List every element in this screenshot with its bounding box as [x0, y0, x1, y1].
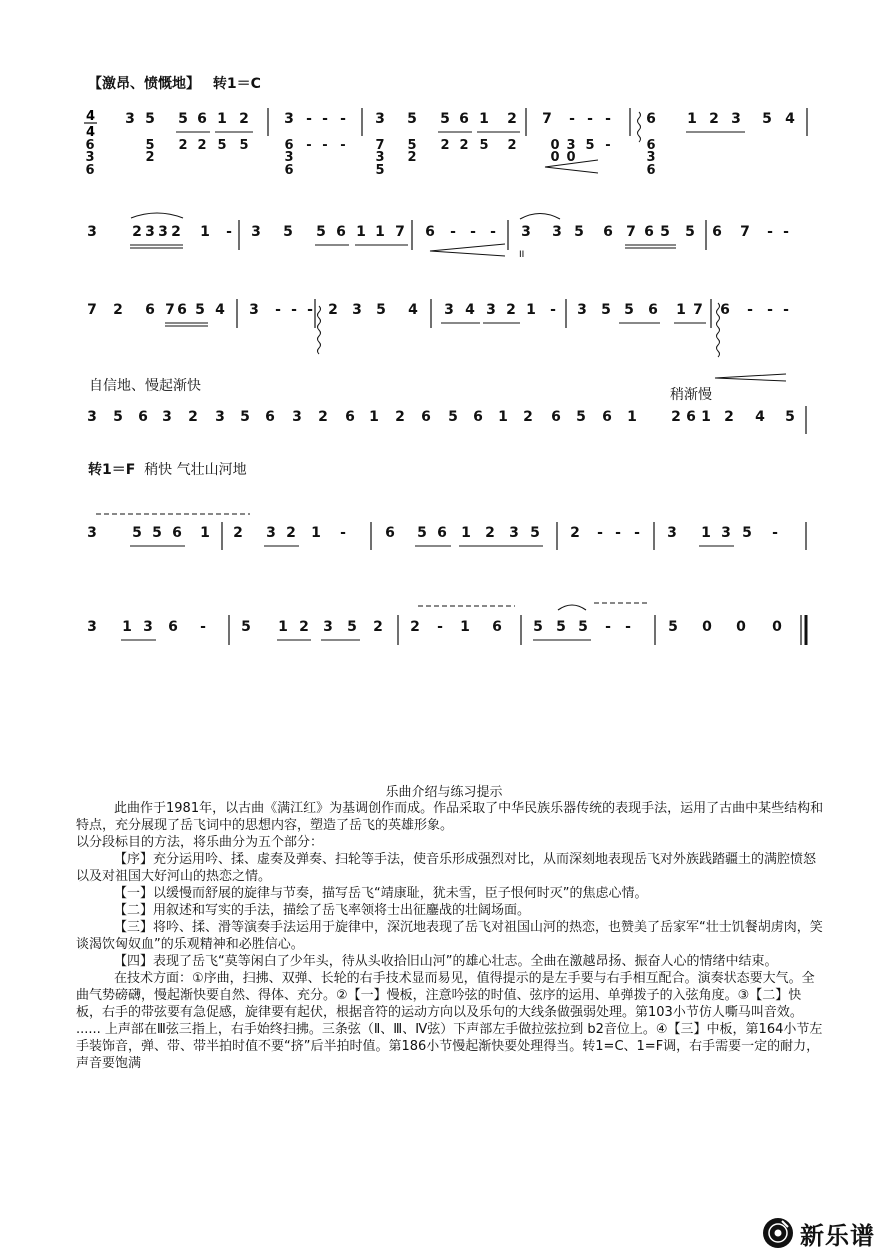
lower-note: 5 — [585, 138, 595, 153]
lower-note: - — [306, 138, 312, 153]
note: 5 — [685, 224, 695, 240]
note: 1 — [526, 302, 536, 318]
intro-paragraph: 【二】用叙述和写实的手法，描绘了岳飞率领将士出征鏖战的壮阔场面。 — [114, 903, 531, 918]
note-dash: - — [615, 525, 621, 541]
note: 0 — [702, 619, 712, 635]
note: 1 — [278, 619, 288, 635]
note: 6 — [145, 302, 155, 318]
note: 1 — [200, 224, 210, 240]
lower-note: 6 — [646, 138, 656, 153]
note: 6 — [720, 302, 730, 318]
lower-note: - — [322, 138, 328, 153]
note: 3 — [444, 302, 454, 318]
note-dash: - — [605, 111, 611, 127]
note: 6 — [551, 409, 561, 425]
note-dash: - — [783, 302, 789, 318]
note: 2 — [570, 525, 580, 541]
note: 5 — [533, 619, 543, 635]
note: 5 — [785, 409, 795, 425]
note: 6 — [265, 409, 275, 425]
note: 5 — [376, 302, 386, 318]
note: 5 — [601, 302, 611, 318]
note: 5 — [283, 224, 293, 240]
note-dash: - — [767, 224, 773, 240]
note: 2 — [286, 525, 296, 541]
note: 3 — [143, 619, 153, 635]
lower-note: 5 — [145, 138, 155, 153]
note-dash: - — [597, 525, 603, 541]
note: 5 — [152, 525, 162, 541]
note-dash: - — [772, 525, 778, 541]
note: 2 — [709, 111, 719, 127]
lower-note: 0 — [550, 138, 560, 153]
note: 2 — [239, 111, 249, 127]
note: 6 — [177, 302, 187, 318]
intro-paragraph: 以分段标目的方法，将乐曲分为五个部分： — [76, 835, 324, 850]
note: 5 — [576, 409, 586, 425]
note: 3 — [509, 525, 519, 541]
note-dash: - — [587, 111, 593, 127]
note: 6 — [345, 409, 355, 425]
note-dash: - — [634, 525, 640, 541]
intro-paragraph: 【一】以缓慢而舒展的旋律与节奏，描写岳飞“靖康耻，犹未雪，臣子恨何时灭”的焦虑心情。 — [114, 886, 648, 901]
note: 5 — [316, 224, 326, 240]
note: 4 — [215, 302, 225, 318]
note: 5 — [448, 409, 458, 425]
note: 3 — [323, 619, 333, 635]
note: 1 — [479, 111, 489, 127]
intro-paragraph: 在技术方面：①序曲，扫拂、双弹、长轮的右手技术显而易见，值得提示的是左手要与右手相互配合。演奏状态要大气。全曲气势磅礴，慢起渐快要自然、得体、充分。②【一】慢板，注意吟弦的时值、弦序的运用、单弹拨子的入弦角度。③【二】快板，右手的带弦要有急促感，旋律要有起伏，根据音符的运动方向以及乐句的大线条做强弱处理。第103小节仿人嘶马叫音效。 — [76, 971, 815, 1020]
lower-note: 5 — [217, 138, 227, 153]
note-dash: - — [437, 619, 443, 635]
note-dash: - — [783, 224, 789, 240]
note: 1 — [687, 111, 697, 127]
note: 6 — [172, 525, 182, 541]
lower-note: 2 — [145, 150, 155, 165]
note: 2 — [724, 409, 734, 425]
intro-paragraph: 【序】充分运用吟、揉、虚奏及弹奏、扫轮等手法，使音乐形成强烈对比，从而深刻地表现岳飞对外族践踏疆土的满腔愤怒以及对祖国大好河山的热恋之情。 — [76, 852, 817, 884]
note: 5 — [574, 224, 584, 240]
time-signature-bottom: 4 — [86, 125, 96, 140]
note: 6 — [712, 224, 722, 240]
lower-note: - — [605, 138, 611, 153]
note-dash: - — [307, 302, 313, 318]
note: 6 — [336, 224, 346, 240]
note: 2 — [328, 302, 338, 318]
note: 3 — [162, 409, 172, 425]
note: 6 — [644, 224, 654, 240]
barlines-row-6 — [229, 615, 806, 645]
lower-note: 6 — [646, 163, 656, 178]
note-dash: - — [322, 111, 328, 127]
note: 5 — [240, 409, 250, 425]
note: 6 — [686, 409, 696, 425]
hairpins — [430, 160, 786, 381]
note: 7 — [87, 302, 97, 318]
lower-note: 6 — [284, 163, 294, 178]
note: 3 — [521, 224, 531, 240]
note: 6 — [648, 302, 658, 318]
lower-note: 2 — [407, 150, 417, 165]
note: 1 — [369, 409, 379, 425]
note: 3 — [552, 224, 562, 240]
note: 1 — [676, 302, 686, 318]
note: 4 — [465, 302, 475, 318]
note: 2 — [485, 525, 495, 541]
note: 3 — [87, 224, 97, 240]
note: 6 — [437, 525, 447, 541]
note: 1 — [498, 409, 508, 425]
note: 1 — [701, 409, 711, 425]
lower-note: 0 — [566, 150, 576, 165]
note: 6 — [385, 525, 395, 541]
note: 6 — [421, 409, 431, 425]
note: 5 — [195, 302, 205, 318]
intro-paragraph: ...... 上声部在Ⅲ弦三指上，右手始终扫拂。三条弦（Ⅱ、Ⅲ、Ⅳ弦）下声部左手做拉弦拉到 b2音位上。④【三】中板，第164小节左手装饰音，弹、带、带半拍时值不要“挤”后半拍时值。第186小节慢起渐快要处理得当。转1=C、1=F调，右手需要一定的耐力，声音要饱满 — [76, 1022, 823, 1071]
note: 5 — [530, 525, 540, 541]
note: 5 — [145, 111, 155, 127]
note: 3 — [486, 302, 496, 318]
note: 5 — [578, 619, 588, 635]
lower-note: 5 — [407, 138, 417, 153]
note: 2 — [410, 619, 420, 635]
note: 5 — [742, 525, 752, 541]
lower-note: 6 — [85, 163, 95, 178]
lower-voice-layer — [85, 138, 655, 178]
note: 6 — [425, 224, 435, 240]
roman-numeral-ii: II — [519, 250, 525, 260]
note: 2 — [299, 619, 309, 635]
note: 7 — [693, 302, 703, 318]
lower-note: 3 — [284, 150, 294, 165]
note: 7 — [740, 224, 750, 240]
note-dash: - — [340, 525, 346, 541]
lower-note: 3 — [566, 138, 576, 153]
lower-note: 2 — [197, 138, 207, 153]
lower-note: - — [340, 138, 346, 153]
note: 2 — [506, 302, 516, 318]
lower-note: 6 — [284, 138, 294, 153]
note: 5 — [440, 111, 450, 127]
note: 2 — [395, 409, 405, 425]
note: 4 — [408, 302, 418, 318]
note: 4 — [755, 409, 765, 425]
note: 1 — [701, 525, 711, 541]
note-dash: - — [306, 111, 312, 127]
note: 3 — [292, 409, 302, 425]
lower-note: 2 — [507, 138, 517, 153]
note: 6 — [603, 224, 613, 240]
lower-note: 2 — [440, 138, 450, 153]
note: 2 — [671, 409, 681, 425]
lower-note: 5 — [479, 138, 489, 153]
note: 3 — [577, 302, 587, 318]
note: 2 — [373, 619, 383, 635]
note: 3 — [284, 111, 294, 127]
intro-paragraph: 【四】表现了岳飞“莫等闲白了少年头，待从头收拾旧山河”的雄心壮志。全曲在激越昂扬、振奋人心的情绪中结束。 — [114, 954, 778, 969]
note-dash: - — [226, 224, 232, 240]
logo-text: 新乐谱 — [800, 1221, 875, 1250]
note: 5 — [762, 111, 772, 127]
note: 1 — [356, 224, 366, 240]
intro-title: 乐曲介绍与练习提示 — [385, 785, 503, 800]
note: 0 — [736, 619, 746, 635]
note: 1 — [200, 525, 210, 541]
lower-note: 0 — [550, 150, 560, 165]
slurs — [131, 213, 586, 610]
note-dash: - — [200, 619, 206, 635]
note: 3 — [87, 409, 97, 425]
note: 3 — [251, 224, 261, 240]
note: 1 — [460, 619, 470, 635]
note: 5 — [178, 111, 188, 127]
note-dash: - — [550, 302, 556, 318]
note: 5 — [132, 525, 142, 541]
note: 2 — [318, 409, 328, 425]
note: 1 — [461, 525, 471, 541]
section2-marking: 自信地、慢起渐快 — [89, 378, 201, 394]
note: 6 — [168, 619, 178, 635]
lower-note: 3 — [646, 150, 656, 165]
note-layer — [87, 111, 795, 635]
tempo-marking: 稍渐慢 — [670, 387, 712, 403]
lower-note: 2 — [459, 138, 469, 153]
note: 6 — [138, 409, 148, 425]
note: 5 — [668, 619, 678, 635]
note: 1 — [122, 619, 132, 635]
note-dash: - — [767, 302, 773, 318]
note: 3 — [87, 525, 97, 541]
note-dash: - — [490, 224, 496, 240]
note: 6 — [197, 111, 207, 127]
note: 3 — [352, 302, 362, 318]
lower-note: 6 — [85, 138, 95, 153]
note: 3 — [87, 619, 97, 635]
note: 6 — [602, 409, 612, 425]
note: 7 — [542, 111, 552, 127]
note-dash: - — [291, 302, 297, 318]
note: 2 — [233, 525, 243, 541]
disc-icon — [762, 1217, 794, 1249]
note: 2 — [507, 111, 517, 127]
note: 2 — [171, 224, 181, 240]
note: 4 — [785, 111, 795, 127]
note: 3 — [731, 111, 741, 127]
note: 5 — [556, 619, 566, 635]
lower-note: 3 — [375, 150, 385, 165]
key-change-2: 转1＝F 稍快 气壮山河地 — [88, 462, 247, 478]
note-dash: - — [569, 111, 575, 127]
note: 2 — [113, 302, 123, 318]
lower-note: 7 — [375, 138, 385, 153]
note-dash: - — [275, 302, 281, 318]
note: 3 — [721, 525, 731, 541]
note-dash: - — [747, 302, 753, 318]
note: 5 — [624, 302, 634, 318]
site-logo[interactable] — [762, 1214, 882, 1252]
note: 3 — [667, 525, 677, 541]
note: 0 — [772, 619, 782, 635]
beams — [121, 132, 745, 640]
intro-body — [76, 800, 826, 1072]
lower-note: 5 — [239, 138, 249, 153]
note: 2 — [132, 224, 142, 240]
note: 5 — [113, 409, 123, 425]
time-signature-top: 4 — [86, 109, 96, 124]
note-dash: - — [340, 111, 346, 127]
lower-note: 3 — [85, 150, 95, 165]
section1-marking: 【激昂、愤慨地】 转1＝C — [88, 76, 261, 92]
note: 6 — [646, 111, 656, 127]
note: 3 — [249, 302, 259, 318]
note: 3 — [125, 111, 135, 127]
note: 5 — [241, 619, 251, 635]
note: 5 — [660, 224, 670, 240]
note: 1 — [375, 224, 385, 240]
note: 1 — [217, 111, 227, 127]
note: 5 — [347, 619, 357, 635]
note: 3 — [158, 224, 168, 240]
note: 5 — [407, 111, 417, 127]
note: 3 — [215, 409, 225, 425]
note: 2 — [188, 409, 198, 425]
note: 6 — [492, 619, 502, 635]
note: 3 — [266, 525, 276, 541]
note-dash: - — [625, 619, 631, 635]
lower-note: 5 — [375, 163, 385, 178]
note: 7 — [395, 224, 405, 240]
note: 7 — [626, 224, 636, 240]
note-dash: - — [470, 224, 476, 240]
note: 3 — [145, 224, 155, 240]
section3-marking: 稍快 气壮山河地 — [144, 462, 247, 478]
note: 6 — [459, 111, 469, 127]
lower-note: 2 — [178, 138, 188, 153]
note: 6 — [473, 409, 483, 425]
intro-paragraph: 【三】将吟、揉、滑等演奏手法运用于旋律中，深沉地表现了岳飞对祖国山河的热恋，也赞美了岳家军“壮士饥餐胡虏肉，笑谈渴饮匈奴血”的乐观精神和必胜信心。 — [76, 920, 823, 952]
key-change-1: 转1＝C — [212, 76, 261, 92]
note: 1 — [627, 409, 637, 425]
intro-paragraph: 此曲作于1981年，以古曲《满江红》为基调创作而成。作品采取了中华民族乐器传统的表现手法，运用了古曲中某些结构和特点，充分展现了岳飞词中的思想内容，塑造了岳飞的英雄形象。 — [76, 801, 824, 833]
note: 2 — [523, 409, 533, 425]
note: 3 — [375, 111, 385, 127]
note-dash: - — [605, 619, 611, 635]
note: 1 — [311, 525, 321, 541]
note: 7 — [165, 302, 175, 318]
note: 5 — [417, 525, 427, 541]
note-dash: - — [450, 224, 456, 240]
